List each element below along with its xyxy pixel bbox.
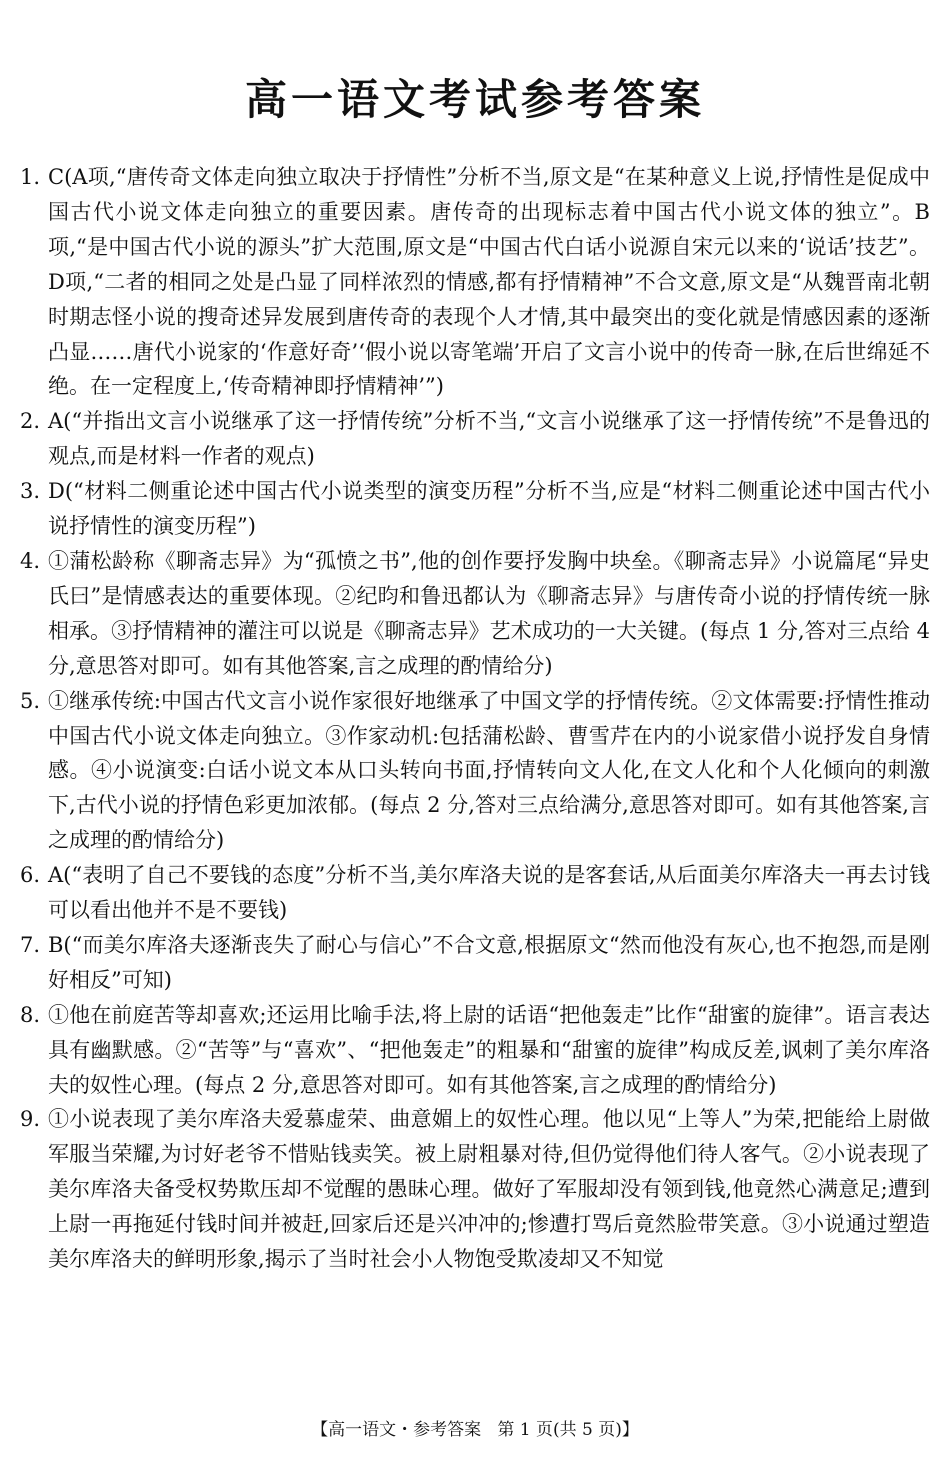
answer-number: 7. xyxy=(20,932,41,957)
answer-text: ①小说表现了美尔库洛夫爱慕虚荣、曲意媚上的奴性心理。他以见“上等人”为荣,把能给上尉做军服当荣耀,为讨好老爷不惜贴钱卖笑。被上尉粗暴对待,但仍觉得他们待人客气。②小说表现了美尔库洛夫备受权势欺压却不觉醒的愚昧心理。做好了军服却没有领到钱,他竟然心满意足;遭到上尉一再拖延付钱时间并被赶,回家后还是兴冲冲的;惨遭打骂后竟然脸带笑意。③小说通过塑造美尔库洛夫的鲜明形象,揭示了当时社会小人物饱受欺凌却又不知觉 xyxy=(48,1107,930,1272)
answer-number: 8. xyxy=(20,1002,41,1027)
answer-number: 3. xyxy=(20,479,41,504)
answer-item xyxy=(20,160,930,404)
answer-text: A(“表明了自己不要钱的态度”分析不当,美尔库洛夫说的是客套话,从后面美尔库洛夫一再去讨钱可以看出他并不是不要钱) xyxy=(48,863,930,923)
answer-item xyxy=(20,684,930,859)
answer-item xyxy=(20,474,930,544)
answer-text: B(“而美尔库洛夫逐渐丧失了耐心与信心”不合文意,根据原文“然而他没有灰心,也不抱怨,而是刚好相反”可知) xyxy=(48,932,930,992)
answer-number: 5. xyxy=(20,688,41,713)
page-footer: 【高一语文・参考答案 第 1 页(共 5 页)】 xyxy=(311,1420,639,1440)
answer-text: ①蒲松龄称《聊斋志异》为“孤愤之书”,他的创作要抒发胸中块垒。《聊斋志异》小说篇尾“异史氏曰”是情感表达的重要体现。②纪昀和鲁迅都认为《聊斋志异》与唐传奇小说的抒情传统一脉相承。③抒情精神的灌注可以说是《聊斋志异》艺术成功的一大关键。(每点 1 分,答对三点给 4 分,意思答对即可。如有其他答案,言之成理的酌情给分) xyxy=(48,548,930,678)
answer-item xyxy=(20,404,930,474)
answer-item xyxy=(20,858,930,928)
answer-text: D(“材料二侧重论述中国古代小说类型的演变历程”分析不当,应是“材料二侧重论述中国古代小说抒情性的演变历程”) xyxy=(48,479,930,539)
answer-item xyxy=(20,1102,930,1277)
answer-number: 2. xyxy=(20,409,41,434)
answer-list xyxy=(20,160,930,1277)
answer-text: A(“并指出文言小说继承了这一抒情传统”分析不当,“文言小说继承了这一抒情传统”不是鲁迅的观点,而是材料一作者的观点) xyxy=(48,409,930,469)
answer-text: ①继承传统:中国古代文言小说作家很好地继承了中国文学的抒情传统。②文体需要:抒情性推动中国古代小说文体走向独立。③作家动机:包括蒲松龄、曹雪芹在内的小说家借小说抒发自身情感。④小说演变:白话小说文本从口头转向书面,抒情转向文人化,在文人化和个人化倾向的刺激下,古代小说的抒情色彩更加浓郁。(每点 2 分,答对三点给满分,意思答对即可。如有其他答案,言之成理的酌情给分) xyxy=(48,688,930,853)
answer-item xyxy=(20,928,930,998)
answer-text: C(A项,“唐传奇文体走向独立取决于抒情性”分析不当,原文是“在某种意义上说,抒情性是促成中国古代小说文体走向独立的重要因素。唐传奇的出现标志着中国古代小说文体的独立”。B项,“是中国古代小说的源头”扩大范围,原文是“中国古代白话小说源自宋元以来的‘说话’技艺”。D项,“二者的相同之处是凸显了同样浓烈的情感,都有抒情精神”不合文意,原文是“从魏晋南北朝时期志怪小说的搜奇述异发展到唐传奇的表现个人才情,其中最突出的变化就是情感因素的逐渐凸显……唐代小说家的‘作意好奇’‘假小说以寄笔端’开启了文言小说中的传奇一脉,在后世绵延不绝。在一定程度上,‘传奇精神即抒情精神’”) xyxy=(48,165,930,399)
answer-number: 1. xyxy=(20,165,41,189)
answer-text: ①他在前庭苦等却喜欢;还运用比喻手法,将上尉的话语“把他轰走”比作“甜蜜的旋律”。语言表达具有幽默感。②“苦等”与“喜欢”、“把他轰走”的粗暴和“甜蜜的旋律”构成反差,讽刺了美尔库洛夫的奴性心理。(每点 2 分,意思答对即可。如有其他答案,言之成理的酌情给分) xyxy=(48,1002,930,1097)
answer-number: 9. xyxy=(20,1107,41,1132)
answer-number: 4. xyxy=(20,548,41,573)
page-title: 高一语文考试参考答案 xyxy=(244,75,705,124)
answer-item xyxy=(20,998,930,1103)
answer-number: 6. xyxy=(20,863,41,888)
answer-item xyxy=(20,544,930,684)
